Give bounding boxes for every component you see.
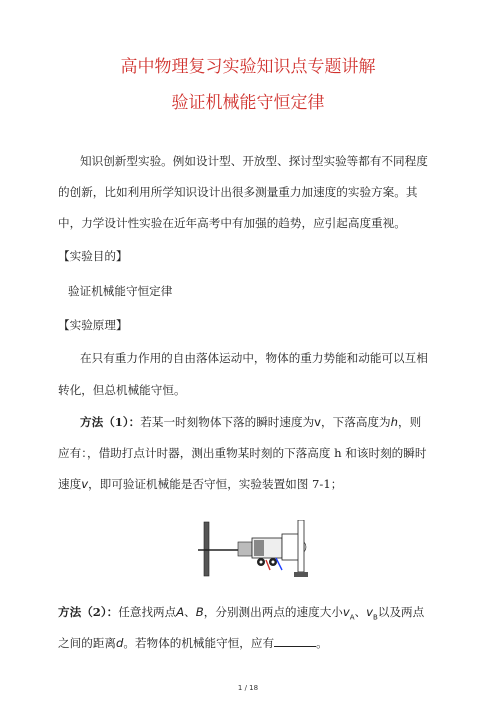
method1-text: ，则 bbox=[397, 415, 422, 429]
purpose-text: 验证机械能守恒定律 bbox=[68, 284, 173, 298]
method2-text: 以及两点 bbox=[377, 605, 425, 619]
method1-v: v bbox=[81, 477, 89, 491]
intro-line-1: 知识创新型实验。例如设计型、开放型、探讨型实验等都有不同程度 bbox=[80, 154, 428, 168]
page-subtitle: 验证机械能守恒定律 bbox=[171, 93, 325, 113]
method2-d: d bbox=[115, 636, 124, 650]
method1-label: 方法（1）： bbox=[80, 415, 141, 429]
method2-A: A bbox=[176, 605, 185, 619]
method1-line-2: 应有：，借助打点计时器，测出重物某时刻的下落高度 h 和该时刻的瞬时 bbox=[58, 446, 427, 460]
purpose-heading: 【实验目的】 bbox=[58, 249, 128, 263]
method2-vA: v bbox=[342, 605, 350, 619]
intro-line-3: 中，力学设计性实验在近年高考中有加强的趋势，应引起高度重视。 bbox=[58, 216, 406, 230]
method2-label: 方法（2）： bbox=[58, 605, 119, 619]
method2-text: 。若物体的机械能守恒，应有 bbox=[123, 636, 275, 650]
method2-text: 、 bbox=[184, 605, 196, 619]
method2-text: 、 bbox=[354, 605, 367, 619]
method1-line-3 bbox=[58, 476, 342, 492]
principle-line-1: 在只有重力作用的自由落体运动中，物体的重力势能和动能可以互相 bbox=[80, 351, 428, 365]
method1-text: 速度 bbox=[58, 477, 82, 491]
method2-text: 之间的距离 bbox=[58, 636, 116, 650]
apparatus-figure bbox=[198, 520, 324, 578]
method1-text: ，即可验证机械能是否守恒，实验装置如图 7-1； bbox=[88, 477, 343, 491]
method1-text: 若某一时刻物体下落的瞬时速度为 bbox=[140, 415, 315, 429]
principle-heading: 【实验原理】 bbox=[58, 318, 128, 332]
principle-line-2: 转化，但总机械能守恒。 bbox=[58, 383, 186, 397]
method2-text: 。 bbox=[316, 636, 328, 650]
method1-line-1 bbox=[80, 414, 421, 430]
intro-line-2: 的创新，比如利用所学知识设计出很多测量重力加速度的实验方案。其 bbox=[58, 185, 418, 199]
page-title: 高中物理复习实验知识点专题讲解 bbox=[120, 57, 376, 77]
method2-vB: v bbox=[366, 605, 374, 619]
method2-subscript-A: A bbox=[349, 613, 355, 622]
method1-h: h bbox=[390, 415, 398, 429]
method1-text: ，下落高度为 bbox=[321, 415, 391, 429]
method2-subscript-B: B bbox=[373, 613, 378, 622]
method2-line-1 bbox=[58, 604, 424, 625]
method2-B: B bbox=[195, 605, 204, 619]
method2-text: 任意找两点 bbox=[118, 605, 177, 619]
page-number: 1 / 18 bbox=[237, 684, 259, 692]
method1-v: v bbox=[314, 415, 322, 429]
method2-line-2 bbox=[58, 635, 328, 651]
method2-text: ，分别测出两点的速度大小 bbox=[203, 605, 343, 619]
answer-blank bbox=[274, 635, 316, 647]
